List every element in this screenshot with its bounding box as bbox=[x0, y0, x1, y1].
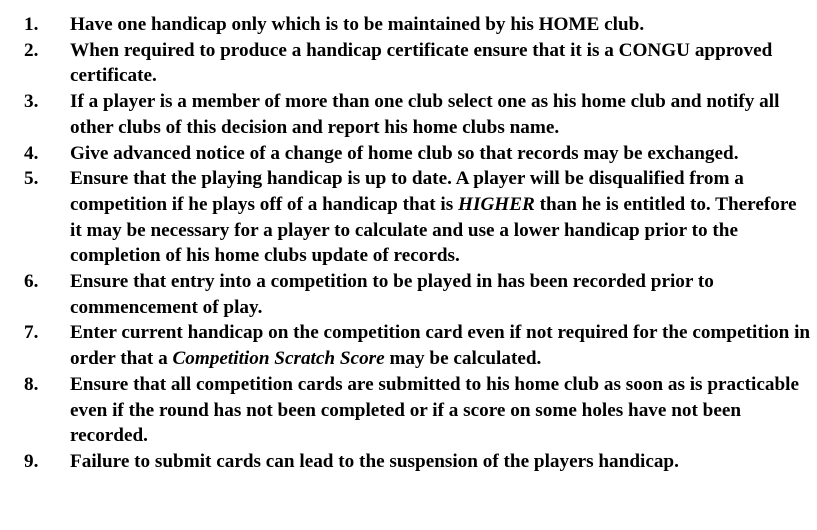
item-text bbox=[70, 269, 811, 320]
item-text bbox=[70, 372, 811, 449]
item-text-segment: Ensure that the playing handicap is up to date. A player will be disqualified from a competition if he plays off of a handicap that is bbox=[70, 168, 744, 215]
item-text bbox=[70, 449, 811, 475]
emphasis-competition-scratch-score: Competition Scratch Score bbox=[172, 348, 385, 370]
item-text-segment: than he is entitled to. Therefore it may be necessary for a player to calculate and use a lower handicap prior to the completion of his home clubs update of records. bbox=[70, 193, 797, 267]
item-text-segment: Failure to submit cards can lead to the suspension of the players handicap. bbox=[70, 450, 679, 472]
list-item bbox=[24, 89, 811, 140]
emphasis-higher: HIGHER bbox=[458, 193, 535, 215]
list-item bbox=[24, 12, 811, 38]
list-item bbox=[24, 449, 811, 475]
item-number: 1. bbox=[24, 14, 39, 35]
list-item bbox=[24, 269, 811, 320]
item-number: 8. bbox=[24, 373, 39, 395]
item-text bbox=[70, 141, 811, 167]
item-text-segment: Ensure that entry into a competition to be played in has been recorded prior to commencement of play. bbox=[70, 271, 714, 318]
item-text-segment: If a player is a member of more than one club select one as his home club and notify all other clubs of this decision and report his home clubs name. bbox=[70, 91, 780, 138]
item-text-segment: Give advanced notice of a change of home club so that records may be exchanged. bbox=[70, 142, 739, 164]
item-text bbox=[70, 89, 811, 140]
list-item bbox=[24, 320, 811, 371]
rules-list bbox=[24, 12, 811, 475]
item-text-segment: may be calculated. bbox=[384, 348, 542, 370]
list-item bbox=[24, 38, 811, 89]
item-number: 7. bbox=[24, 322, 39, 344]
item-number: 3. bbox=[24, 91, 39, 113]
list-item bbox=[24, 372, 811, 449]
item-text bbox=[70, 12, 811, 38]
item-text-segment: Ensure that all competition cards are submitted to his home club as soon as is practicable even if the round has not been completed or if a score on some holes have not been recorded. bbox=[70, 373, 799, 447]
item-number: 9. bbox=[24, 450, 39, 472]
item-number: 2. bbox=[24, 39, 39, 61]
list-item bbox=[24, 141, 811, 167]
item-number: 6. bbox=[24, 271, 39, 293]
list-item bbox=[24, 166, 811, 269]
item-number: 4. bbox=[24, 142, 39, 164]
item-text bbox=[70, 166, 811, 269]
item-text bbox=[70, 38, 811, 89]
item-text bbox=[70, 320, 811, 371]
item-text-segment: When required to produce a handicap certificate ensure that it is a CONGU approved certificate. bbox=[70, 39, 773, 87]
item-number: 5. bbox=[24, 168, 39, 190]
item-text-segment: Have one handicap only which is to be maintained by his HOME club. bbox=[70, 14, 645, 35]
item-text-segment: Enter current handicap on the competition card even if not required for the competition in order that a bbox=[70, 322, 811, 370]
